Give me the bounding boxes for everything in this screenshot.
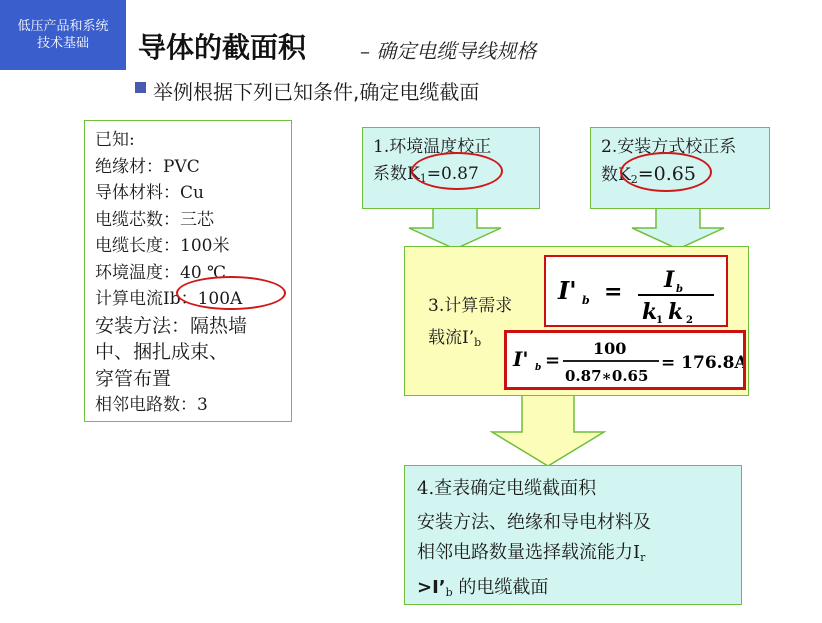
calc-lhs: I': [513, 347, 529, 371]
step-4-line-1: 4.查表确定电缆截面积: [417, 478, 597, 499]
step-3-subscript: b: [474, 336, 482, 349]
formula-eq: =: [604, 279, 623, 305]
step-4-subscript-b: b: [445, 586, 453, 599]
formula-calc-box: [504, 330, 746, 390]
formula-num: I: [664, 267, 675, 293]
bullet-square-icon: [135, 82, 146, 93]
step-2-value: =0.65: [637, 163, 696, 185]
formula-den-k1: k: [642, 299, 658, 324]
badge-line-1: 低压产品和系统: [17, 19, 109, 34]
known-line: 绝缘材：PVC: [95, 156, 200, 177]
formula-calc: [507, 333, 743, 387]
formula-lhs-sub: b: [582, 294, 590, 307]
page-title: 导体的截面积: [138, 31, 307, 64]
step-2-line-1: 2.安装方式校正系: [601, 137, 737, 157]
calc-eq: =: [545, 350, 561, 371]
step-4-line-2: 安装方法、绝缘和导电材料及: [417, 512, 651, 533]
step-4-line-4: [417, 573, 729, 608]
step-4-box: [404, 465, 742, 605]
page-subtitle: – 确定电缆导线规格: [360, 39, 537, 63]
arrow-down-1: [405, 208, 505, 250]
k1-highlight-ellipse: [411, 152, 503, 190]
known-line: 中、捆扎成束、: [95, 341, 229, 363]
step-1-text: 系数K: [373, 164, 420, 184]
course-badge: [0, 0, 126, 70]
known-line: 已知:: [95, 130, 135, 150]
badge-line-2: 技术基础: [36, 36, 89, 51]
step-1-value: =0.87: [426, 164, 479, 184]
calc-result: = 176.8A: [661, 353, 743, 373]
step-3-text: [428, 290, 512, 359]
formula-general-box: [544, 255, 728, 327]
step-4-text: 相邻电路数量选择载流能力I: [417, 542, 641, 563]
known-line: 计算电流Ib：100A: [95, 289, 243, 309]
formula-lhs: I': [558, 276, 577, 305]
step-3-label: 载流I’: [428, 328, 475, 348]
calc-lhs-sub: b: [535, 363, 542, 373]
step-3-line-2: [428, 322, 512, 359]
formula-den-k2-sub: 2: [686, 315, 693, 324]
step-4-gt: >I’: [417, 577, 446, 598]
k2-highlight-ellipse: [620, 152, 712, 192]
known-line: 电缆芯数：三芯: [95, 209, 214, 230]
known-line: 电缆长度：100米: [95, 236, 230, 256]
known-line: 安装方法：隔热墙: [95, 314, 248, 337]
step-2-subscript: 2: [630, 173, 638, 186]
calc-den: 0.87∗0.65: [565, 367, 649, 385]
formula-den-k1-sub: 1: [656, 315, 663, 324]
step-1-line-1: 1.环境温度校正: [373, 137, 492, 157]
arrow-down-3: [488, 394, 608, 468]
known-conditions-box: [84, 120, 292, 422]
step-3-line-1: 3.计算需求: [428, 296, 513, 316]
known-line: 环境温度：40 ℃: [95, 262, 227, 283]
known-line: 导体材料：Cu: [95, 183, 204, 203]
calc-num: 100: [593, 339, 627, 358]
known-line: 相邻电路数：3: [95, 395, 208, 415]
step-4-subscript-r: r: [640, 551, 646, 564]
known-line: 穿管布置: [95, 367, 172, 390]
formula-den-k2: k: [668, 299, 684, 324]
formula-general: [546, 257, 725, 324]
step-4-line-3: [417, 538, 729, 573]
step-1-subscript: 1: [419, 172, 427, 185]
step-2-text: 数K: [601, 165, 631, 185]
intro-text: 举例根据下列已知条件,确定电缆截面: [153, 80, 480, 104]
arrow-down-2: [628, 208, 728, 250]
step-4-tail: 的电缆截面: [452, 577, 549, 598]
formula-num-sub: b: [676, 284, 683, 295]
current-highlight-ellipse: [176, 276, 286, 310]
